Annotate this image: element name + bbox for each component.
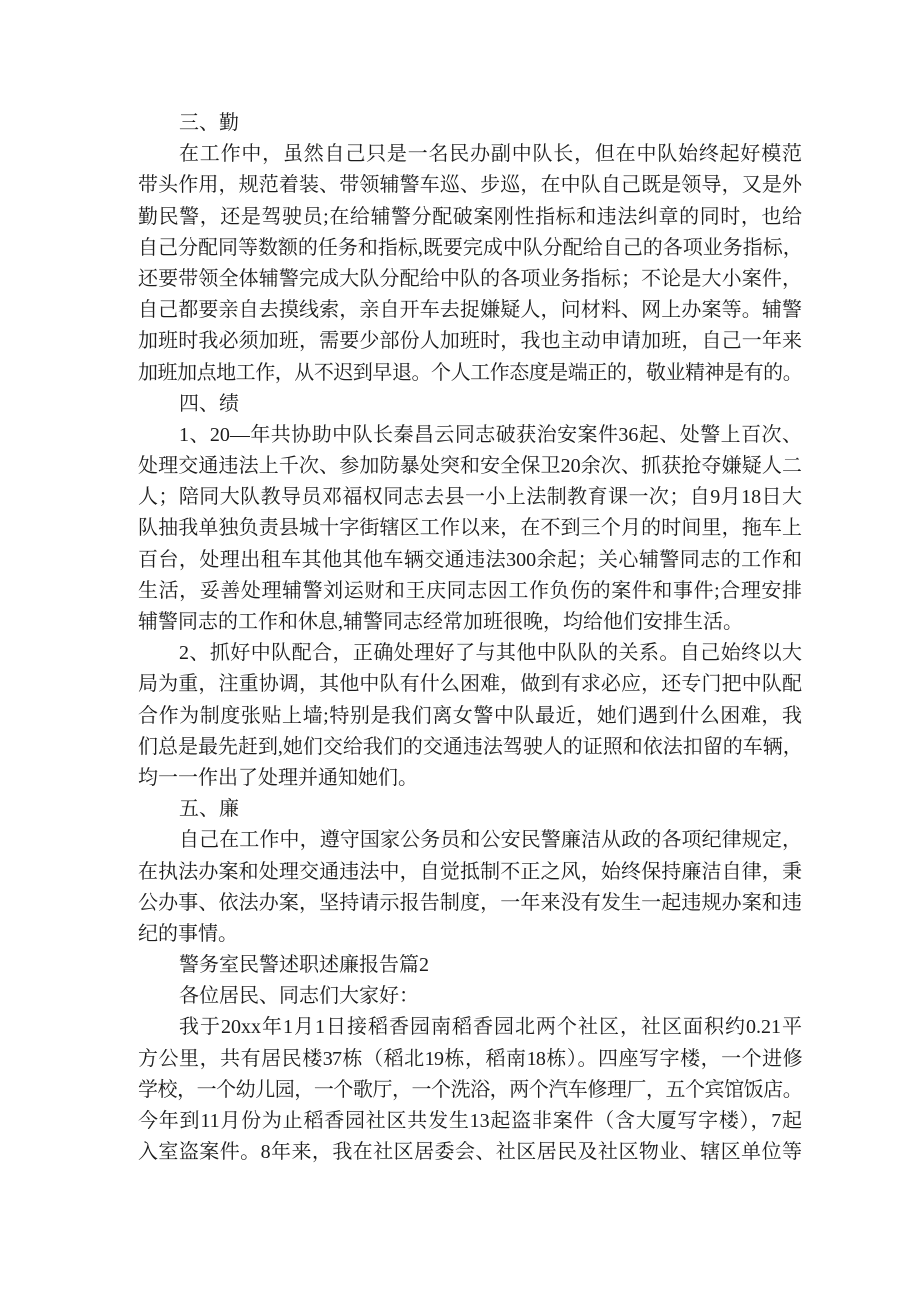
- text-line: 2、抓好中队配合，正确处理好了与其他中队队的关系。自己始终以大: [179, 642, 802, 665]
- text-line: 人；陪同大队教导员邓福权同志去县一小上法制教育课一次；自9月18日大: [138, 486, 802, 509]
- text-line: 学校，一个幼儿园，一个歌厅，一个洗浴，两个汽车修理厂，五个宾馆饭店。: [138, 1078, 802, 1101]
- section-heading-lian: 五、廉: [179, 798, 239, 821]
- text-line: 带头作用，规范着装、带领辅警车巡、步巡，在中队自己既是领导，又是外: [138, 174, 802, 197]
- text-line: 处理交通违法上千次、参加防暴处突和安全保卫20余次、抓获抢夺嫌疑人二: [138, 455, 802, 478]
- text-line: 局为重，注重协调，其他中队有什么困难，做到有求必应，还专门把中队配: [138, 673, 802, 696]
- text-line: 在工作中，虽然自己只是一名民办副中队长，但在中队始终起好模范: [179, 143, 802, 166]
- text-line: 百台，处理出租车其他其他车辆交通违法300余起；关心辅警同志的工作和: [138, 548, 802, 571]
- text-line: 加班时我必须加班，需要少部份人加班时，我也主动申请加班，自己一年来: [138, 330, 802, 353]
- text-line: 合作为制度张贴上墙;特别是我们离女警中队最近，她们遇到什么困难，我: [138, 704, 802, 727]
- section-heading-qin: 三、勤: [179, 112, 239, 134]
- text-line: 辅警同志的工作和休息,辅警同志经常加班很晚，均给他们安排生活。: [138, 611, 743, 633]
- text-line: 自己在工作中，遵守国家公务员和公安民警廉洁从政的各项纪律规定，: [179, 829, 802, 852]
- text-line: 公办事、依法办案，坚持请示报告制度，一年来没有发生一起违规办案和违: [138, 891, 802, 914]
- text-line: 勤民警，还是驾驶员;在给辅警分配破案刚性指标和违法纠章的同时，也给: [138, 205, 802, 228]
- text-line: 方公里，共有居民楼37栋（稻北19栋，稻南18栋）。四座写字楼，一个进修: [138, 1047, 802, 1070]
- text-line: 队抽我单独负责县城十字街辖区工作以来，在不到三个月的时间里，拖车上: [138, 517, 802, 540]
- text-line: 生活，妥善处理辅警刘运财和王庆同志因工作负伤的案件和事件;合理安排: [138, 579, 802, 602]
- text-line: 1、20—年共协助中队长秦昌云同志破获治安案件36起、处警上百次、: [179, 423, 802, 446]
- text-line: 加班加点地工作，从不迟到早退。个人工作态度是端正的，敬业精神是有的。: [138, 361, 802, 384]
- text-line: 们总是最先赶到,她们交给我们的交通违法驾驶人的证照和依法扣留的车辆，: [138, 735, 802, 758]
- text-line: 入室盗案件。8年来，我在社区居委会、社区居民及社区物业、辖区单位等: [138, 1141, 802, 1164]
- report-title-part2: 警务室民警述职述廉报告篇2: [179, 954, 429, 977]
- text-line: 还要带领全体辅警完成大队分配给中队的各项业务指标；不论是大小案件，: [138, 267, 802, 290]
- section-heading-ji: 四、绩: [179, 392, 239, 415]
- salutation-line: 各位居民、同志们大家好：: [179, 985, 419, 1008]
- text-line: 我于20xx年1月1日接稻香园南稻香园北两个社区，社区面积约0.21平: [179, 1016, 802, 1039]
- text-line: 今年到11月份为止稻香园社区共发生13起盗非案件（含大厦写字楼），7起: [138, 1110, 802, 1132]
- text-line: 纪的事情。: [138, 922, 238, 945]
- text-line: 在执法办案和处理交通违法中，自觉抵制不正之风，始终保持廉洁自律，秉: [138, 860, 802, 883]
- text-line: 自己分配同等数额的任务和指标,既要完成中队分配给自己的各项业务指标，: [138, 236, 802, 259]
- text-line: 均一一作出了处理并通知她们。: [138, 766, 418, 789]
- document-text-block: [138, 108, 802, 1168]
- text-line: 自己都要亲自去摸线索，亲自开车去捉嫌疑人，问材料、网上办案等。辅警: [138, 299, 802, 322]
